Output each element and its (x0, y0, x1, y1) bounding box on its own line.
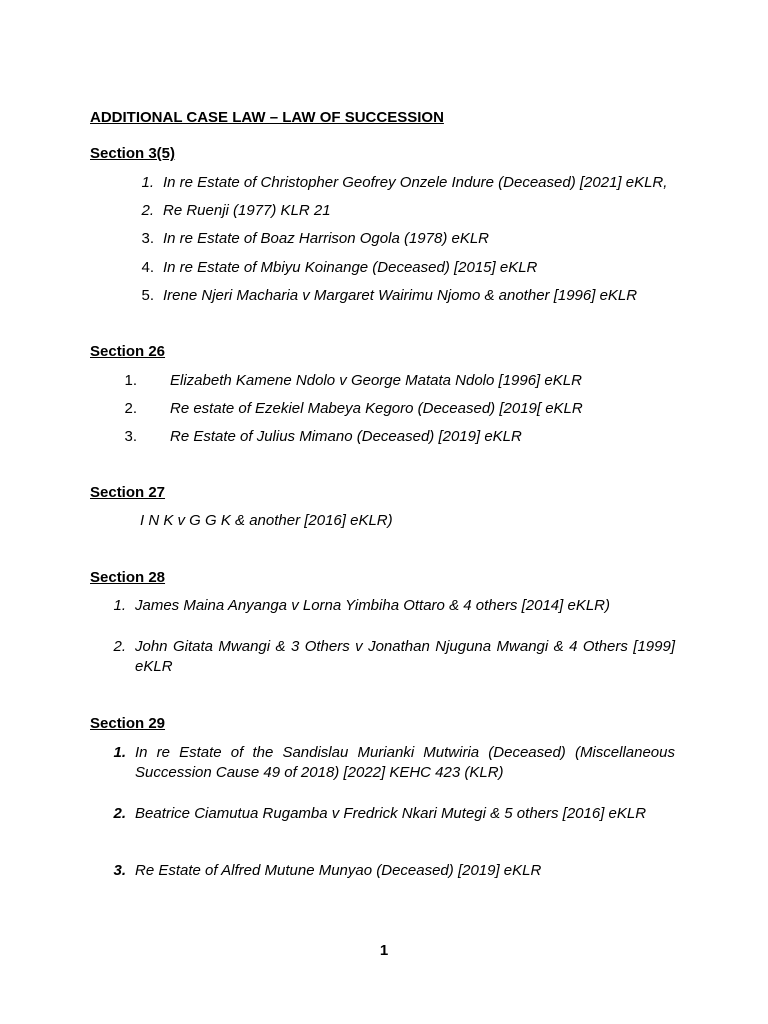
list-item-number: 2. (141, 202, 154, 219)
case-citation: James Maina Anyanga v Lorna Yimbiha Ottaro & 4 others [2014] eKLR) (135, 597, 610, 614)
section-heading-28: Section 28 (90, 569, 166, 586)
section-heading-3-5: Section 3(5) (90, 145, 176, 162)
case-citation: In re Estate of Christopher Geofrey Onzele Indure (Deceased) [2021] eKLR, (163, 174, 668, 191)
case-citation: Re estate of Ezekiel Mabeya Kegoro (Deceased) [2019[ eKLR (170, 400, 583, 417)
document-title: ADDITIONAL CASE LAW – LAW OF SUCCESSION (90, 109, 444, 126)
case-citation: Elizabeth Kamene Ndolo v George Matata Ndolo [1996] eKLR (170, 372, 582, 389)
case-citation: Irene Njeri Macharia v Margaret Wairimu Njomo & another [1996] eKLR (163, 287, 638, 304)
list-item-number: 1. (141, 174, 154, 191)
case-citation: In re Estate of Mbiyu Koinange (Deceased) [2015] eKLR (163, 259, 538, 276)
section-heading-27: Section 27 (90, 484, 166, 501)
list-item-number: 3. (124, 428, 137, 445)
list-item-number: 2. (124, 400, 137, 417)
case-citation: Re Estate of Alfred Mutune Munyao (Deceased) [2019] eKLR (135, 862, 542, 879)
list-item-number: 3. (141, 230, 154, 247)
case-citation: Re Estate of Julius Mimano (Deceased) [2019] eKLR (170, 428, 522, 445)
case-citation: Beatrice Ciamutua Rugamba v Fredrick Nkari Mutegi & 5 others [2016] eKLR (135, 805, 647, 822)
section-heading-26: Section 26 (90, 343, 166, 360)
list-item-number: 4. (141, 259, 154, 276)
list-item-number: 2. (113, 638, 126, 655)
list-item-number: 3. (113, 862, 126, 879)
page-number: 1 (379, 942, 389, 959)
list-item-number: 2. (113, 805, 126, 822)
list-item-number: 1. (113, 744, 126, 761)
section-heading-29: Section 29 (90, 715, 166, 732)
case-citation: I N K v G G K & another [2016] eKLR) (140, 512, 393, 529)
case-citation: In re Estate of the Sandislau Murianki Mutwiria (Deceased) (Miscellaneous Succession Cause 49 of 2018) [2022] KEHC 423 (KLR) (135, 744, 675, 781)
case-citation: In re Estate of Boaz Harrison Ogola (1978) eKLR (163, 230, 490, 247)
case-citation: John Gitata Mwangi & 3 Others v Jonathan Njuguna Mwangi & 4 Others [1999] eKLR (135, 638, 675, 675)
case-citation: Re Ruenji (1977) KLR 21 (163, 202, 331, 219)
list-item-number: 1. (113, 597, 126, 614)
list-item-number: 1. (124, 372, 137, 389)
list-item-number: 5. (141, 287, 154, 304)
